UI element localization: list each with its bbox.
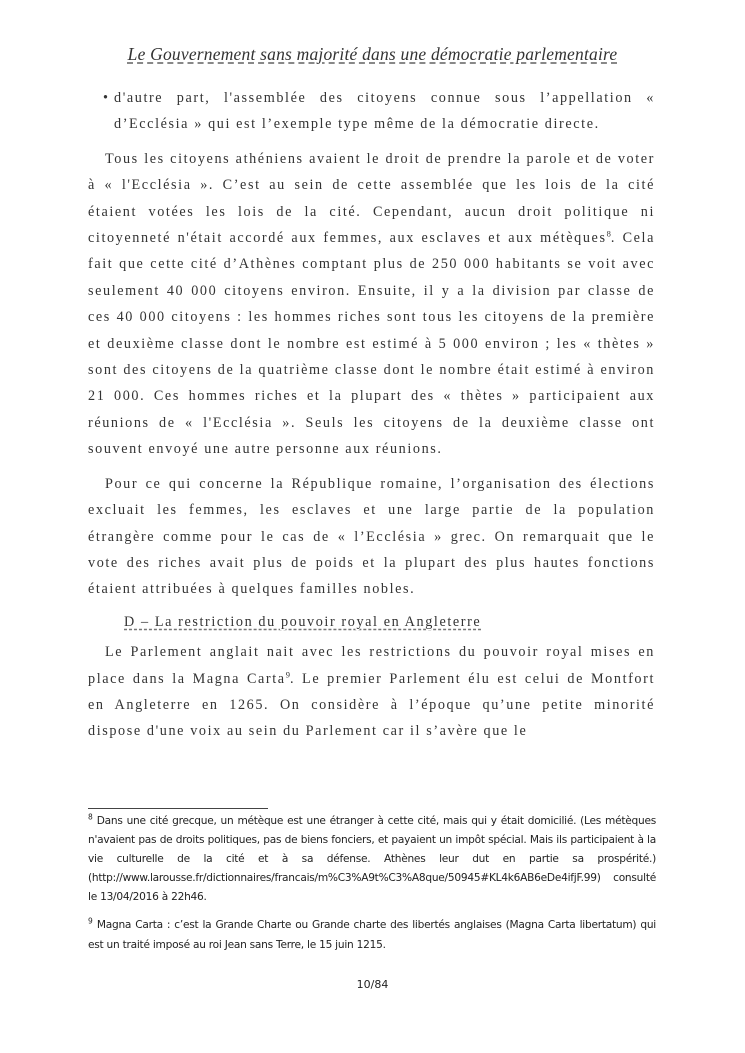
paragraph-england-text-2: . Le premier Parlement élu est celui de Montfort en Angleterre en 1265. On considère à l’époque qu’une petite minorité dispose d'une voix au sein du Parlement car il s’avère que le	[88, 670, 655, 740]
bullet-item	[103, 85, 655, 138]
footnote-ref-9[interactable]: 9	[285, 668, 290, 679]
paragraph-athens-text-1: Tous les citoyens athéniens avaient le droit de prendre la parole et de voter à « l'Ecclésia ». C’est au sein de cette assemblée que les lois de la cité étaient votées les lois de la cité. Cependant, aucun droit politique ni citoyenneté n'était accordé aux femmes, aux esclaves et aux métèques	[88, 150, 655, 247]
footnote-8	[88, 812, 656, 907]
running-header: Le Gouvernement sans majorité dans une démocratie parlementaire	[127, 44, 618, 64]
page-number: 10/84	[356, 978, 389, 991]
footnote-text: Magna Carta : c’est la Grande Charte ou Grande charte des libertés anglaises (Magna Carta libertatum) qui est un traité imposé au roi Jean sans Terre, le 15 juin 1215.	[88, 919, 656, 951]
bullet-icon: •	[103, 90, 110, 106]
footnote-divider	[88, 808, 268, 809]
paragraph-athens	[88, 146, 655, 463]
paragraph-rome: Pour ce qui concerne la République romaine, l’organisation des élections excluait les femmes, les esclaves et une large partie de la population étrangère comme pour le cas de « l’Ecclésia » grec. On remarquait que le vote des riches avait plus de poids et la plupart des plus hautes fonctions étaient attribuées à quelques familles nobles.	[88, 475, 655, 598]
section-heading: D – La restriction du pouvoir royal en Angleterre	[124, 613, 482, 630]
footnote-ref-8[interactable]: 8	[606, 228, 611, 239]
footnote-number: 8	[88, 812, 93, 822]
paragraph-england	[88, 639, 655, 745]
footnote-number: 9	[88, 916, 93, 926]
footnotes	[88, 812, 656, 964]
footnote-text: Dans une cité grecque, un métèque est une étranger à cette cité, mais qui y était domicilié. (Les métèques n'avaient pas de droits politiques, pas de biens fonciers, et payaient un impôt spécial. Mais ils participaient à la vie culturelle de la cité et à sa défense. Athènes leur dut en partie sa prospérité.) (http://www.larousse.fr/dictionnaires/francais/m%C3%A9t%C3%A8que/50945#KL4k6AB6eDe4ifjF.99) consulté le 13/04/2016 à 22h46.	[88, 815, 656, 904]
body-text	[88, 85, 655, 745]
paragraph-england-text-1: Le Parlement anglait nait avec les restrictions du pouvoir royal mises en place dans la Magna Carta	[88, 644, 655, 687]
bullet-text: d'autre part, l'assemblée des citoyens connue sous l’appellation « d’Ecclésia » qui est l’exemple type même de la démocratie directe.	[114, 90, 655, 133]
paragraph-athens-text-2: . Cela fait que cette cité d’Athènes comptant plus de 250 000 habitants se voit avec seulement 40 000 citoyens environ. Ensuite, il y a la division par classe de ces 40 000 citoyens : les hommes riches sont tous les citoyens de la première et deuxième classe dont le nombre est estimé à 5 000 environ ; les « thètes » sont des citoyens de la quatrième classe dont le nombre était estimé à environ 21 000. Ces hommes riches et la plupart des « thètes » participaient aux réunions de « l'Ecclésia ». Seuls les citoyens de la deuxième classe ont souvent envoyé une autre personne aux réunions.	[88, 230, 655, 458]
footnote-9	[88, 916, 656, 954]
